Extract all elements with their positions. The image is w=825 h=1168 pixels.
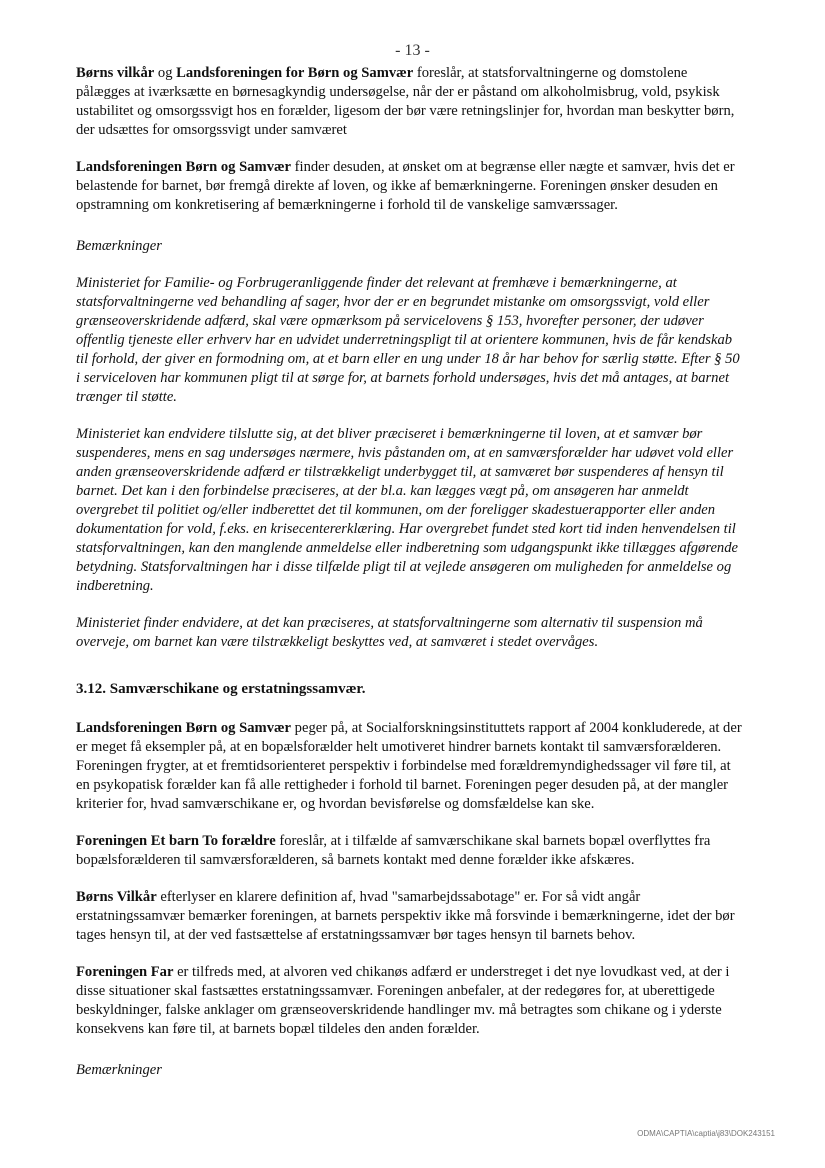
paragraph-6: Foreningen Far er tilfreds med, at alvoren ved chikanøs adfærd er understreget i det nye lovudkast ved, at der i disse situationer skal fastsættes erstatningssamvær. Foreningen anbefaler, at der redegøres for, at uberettigede beskyldninger, falske anklager om grænseoverskridende handlinger mv. må betragtes som chikane og i yderste konsekvens kan føre til, at barnets bopæl tildeles den anden forælder.	[76, 964, 730, 1037]
ministry-remark-1: Ministeriet for Familie- og Forbrugeranliggende finder det relevant at fremhæve i bemærkningerne, at statsforvaltningerne ved behandling af sager, hvor der er en begrundet mistanke om omsorgssvigt, vold eller grænseoverskridende adfærd, skal være opmærksom på servicelovens § 153, hvorefter personer, der udøver offentlig tjeneste eller erhverv har en udvidet underretningspligt til at orientere kommunen, hvis de får kendskab til forhold, der giver en formodning om, at et barn eller en ung under 18 år har behov for særlig støtte. Efter § 50 i serviceloven har kommunen pligt til at sørge for, at barnets forhold undersøges, hvis det må antages, at barnet trænger til støtte.	[76, 275, 740, 405]
remarks-label: Bemærkninger	[76, 238, 162, 254]
ministry-remark-2: Ministeriet kan endvidere tilslutte sig, at det bliver præciseret i bemærkningerne til loven, at et samvær bør suspenderes, mens en sag undersøges nærmere, hvis påstanden om, at en samværsforælder har udøvet vold eller anden grænseoverskridende adfærd er tilstrækkeligt underbygget til, at samværet bør suspenderes af hensyn til barnet. Det kan i den forbindelse præciseres, at der bl.a. kan lægges vægt på, om ansøgeren har anmeldt overgrebet til politiet og/eller indberettet det til kommunen, om der foreligger skadestuerapporter eller anden dokumentation for vold, f.eks. en krisecentererklæring. Har overgrebet fundet sted kort tid inden henvendelsen til statsforvaltningen, kan den manglende anmeldelse eller indberetning som udgangspunkt ikke tillægges afgørende betydning. Statsforvaltningen har i disse tilfælde pligt til at vejlede ansøgeren om muligheden for anmeldelse og indberetning.	[76, 426, 739, 594]
org-name: Foreningen Et barn To forældre	[76, 833, 276, 849]
ministry-remark-3: Ministeriet finder endvidere, at det kan præciseres, at statsforvaltningerne som alternativ til suspension må overveje, om barnet kan være tilstrækkeligt beskyttes ved, at samværet i stedet overvåges.	[76, 615, 703, 650]
document-body	[76, 64, 744, 1098]
org-name: Landsforeningen Børn og Samvær	[76, 720, 292, 736]
org-name: Børns vilkår	[76, 65, 155, 81]
org-name: Foreningen Far	[76, 964, 174, 980]
paragraph-2: Landsforeningen Børn og Samvær finder desuden, at ønsket om at begrænse eller nægte et samvær, hvis det er belastende for barnet, bør fremgå direkte af loven, og ikke af bemærkningerne. Foreningen ønsker desuden en opstramning om konkretisering af bemærkningerne i forhold til de vanskelige samværssager.	[76, 159, 735, 213]
paragraph-5: Børns Vilkår efterlyser en klarere definition af, hvad "samarbejdssabotage" er. For så vidt angår erstatningssamvær bemærker foreningen, at barnets perspektiv ikke må forsvinde i bemærkningerne, idet der bør tages hensyn til, at der ved fastsættelse af erstatningssamvær bør tages hensyn til barnets behov.	[76, 889, 735, 943]
paragraph-4: Foreningen Et barn To forældre foreslår, at i tilfælde af samværschikane skal barnets bopæl overflyttes fra bopælsforælderen til samværsforælderen, så barnets kontakt med denne forælder ikke afskæres.	[76, 833, 711, 868]
paragraph-1: Børns vilkår og Landsforeningen for Børn og Samvær foreslår, at statsforvaltningerne og domstolene pålægges at iværksætte en børnesagkyndig undersøgelse, når der er påstand om alkoholmisbrug, vold, psykisk ustabilitet og omsorgssvigt hos en forælder, ligesom der bør være retningslinjer for, hvordan man beskytter børn, der udsættes for omsorgssvigt under samværet	[76, 65, 735, 138]
org-name: Landsforeningen Børn og Samvær	[76, 159, 292, 175]
page-number: - 13 -	[395, 42, 430, 59]
org-name: Børns Vilkår	[76, 889, 157, 905]
paragraph-3: Landsforeningen Børn og Samvær peger på, at Socialforskningsinstituttets rapport af 2004 konkluderede, at der er meget få eksempler på, at en bopælsforælder helt umotiveret hindrer barnets kontakt til samværsforælderen. Foreningen frygter, at et fremtidsorienteret perspektiv i forbindelse med forældremyndighedssager vil føre til, at en psykopatisk forælder kan få alle rettigheder i forhold til barnet. Foreningen peger desuden på, at der mangler kriterier for, hvad samværschikane er, og hvordan bevisførelse og domsfældelse kan ske.	[76, 720, 742, 812]
org-name: Landsforeningen for Børn og Samvær	[176, 65, 414, 81]
remarks-label: Bemærkninger	[76, 1062, 162, 1078]
document-reference: ODMA\CAPTIA\captia\j83\DOK243151	[637, 1129, 775, 1138]
section-heading: 3.12. Samværschikane og erstatningssamvær.	[76, 681, 366, 697]
